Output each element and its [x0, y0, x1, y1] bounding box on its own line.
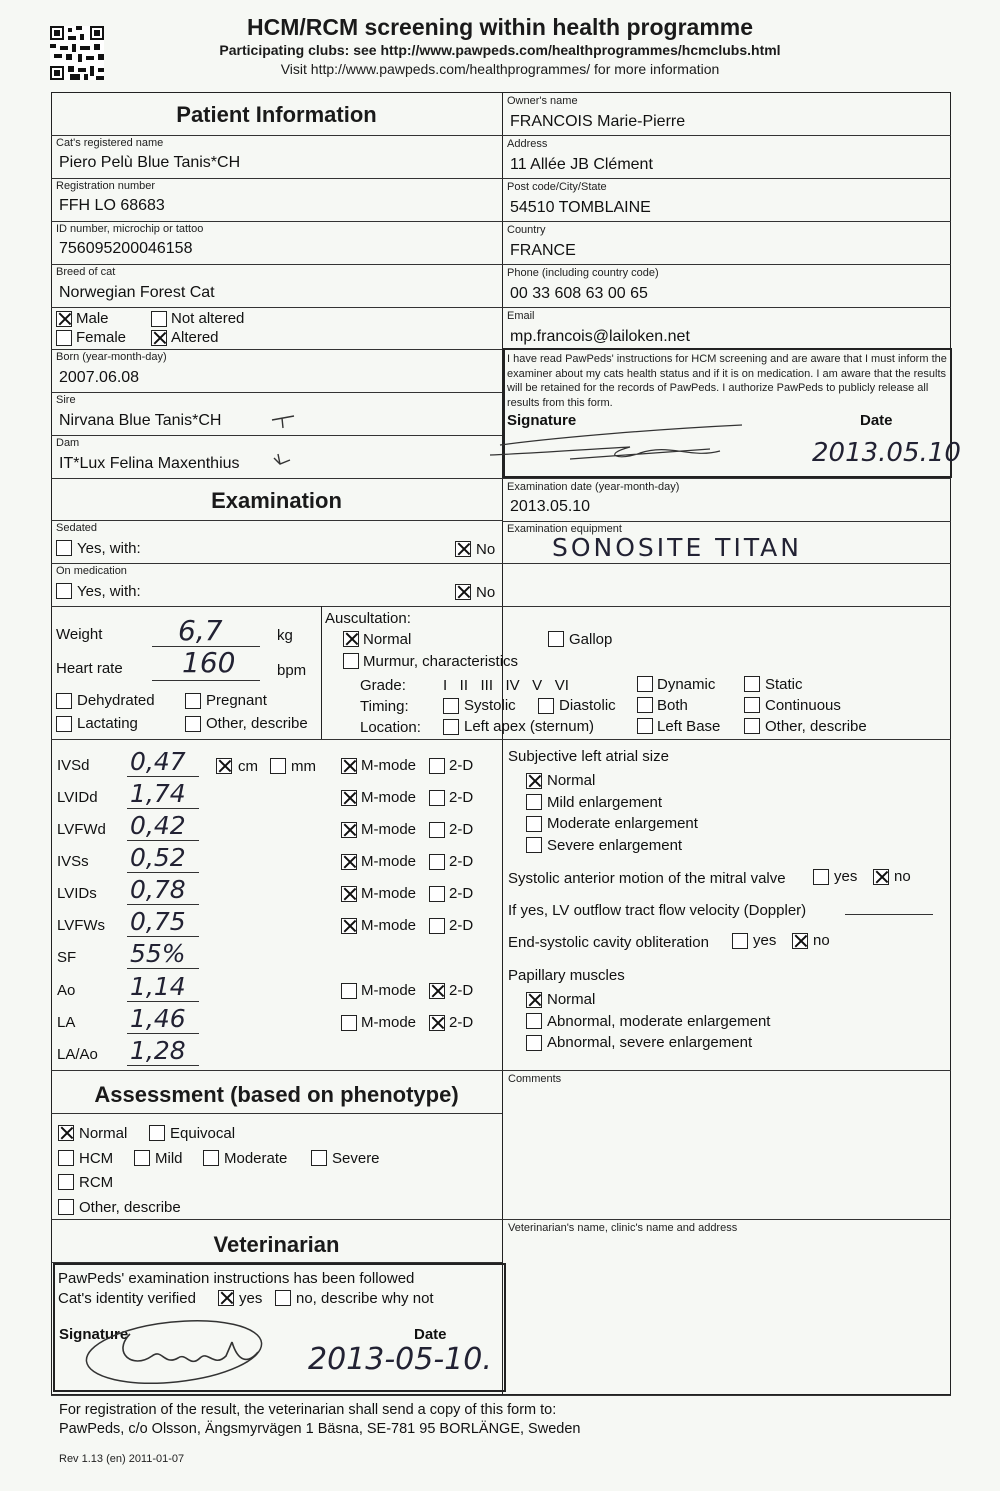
owner-date-value[interactable]: 2013.05.10 [812, 438, 961, 468]
measurement-label-ao: Ao [57, 982, 76, 999]
measurement-label-la: LA [57, 1014, 76, 1031]
sam-yes-checkbox[interactable] [813, 869, 829, 885]
vet-date-value[interactable]: 2013-05-10. [308, 1342, 492, 1377]
male-label: Male [76, 310, 109, 327]
exam-date-value[interactable]: 2013.05.10 [510, 498, 591, 515]
bpm-label: bpm [277, 662, 307, 679]
twod-checkbox[interactable] [429, 854, 445, 870]
measurement-value[interactable]: 1,14 [130, 972, 186, 1001]
twod-label: 2-D [449, 757, 474, 774]
severe-label: Severe [332, 1150, 380, 1167]
mmode-checkbox[interactable] [341, 1015, 357, 1031]
hcm-label: HCM [79, 1150, 114, 1167]
assessment-other-checkbox[interactable] [58, 1199, 74, 1215]
esco-no-checkbox[interactable] [792, 933, 808, 949]
dynamic-label: Dynamic [657, 676, 716, 693]
measurement-label-lvfwd: LVFWd [57, 821, 106, 838]
revision-label: Rev 1.13 (en) 2011-01-07 [59, 1453, 185, 1465]
dehydrated-label: Dehydrated [77, 692, 155, 709]
sedated-no-checkbox[interactable] [455, 541, 471, 557]
atrial-severe-label: Severe enlargement [547, 837, 683, 854]
mmode-label: M-mode [361, 982, 417, 999]
female-label: Female [76, 329, 127, 346]
measurement-label-lvfws: LVFWs [57, 917, 106, 934]
reg-number-value[interactable]: FFH LO 68683 [59, 197, 165, 214]
esco-yes-checkbox[interactable] [732, 933, 748, 949]
mmode-label: M-mode [361, 917, 417, 934]
twod-label: 2-D [449, 789, 474, 806]
measurement-value[interactable]: 0,75 [130, 907, 186, 936]
medication-yes-checkbox[interactable] [56, 583, 72, 599]
sam-no-checkbox[interactable] [873, 869, 889, 885]
atrial-mild-checkbox[interactable] [526, 794, 542, 810]
atrial-severe-checkbox[interactable] [526, 837, 542, 853]
post-label: Post code/City/State [507, 181, 607, 193]
country-label: Country [507, 224, 546, 236]
both-label: Both [657, 697, 688, 714]
instructions-line: PawPeds' examination instructions has been followed [58, 1270, 415, 1287]
systolic-checkbox[interactable] [443, 698, 459, 714]
lactating-checkbox[interactable] [56, 716, 72, 732]
severe-checkbox[interactable] [311, 1150, 327, 1166]
altered-label: Altered [171, 329, 219, 346]
papillary-moderate-checkbox[interactable] [526, 1013, 542, 1029]
twod-label: 2-D [449, 885, 474, 902]
rcm-label: RCM [79, 1174, 114, 1191]
measurement-value[interactable]: 0,78 [130, 875, 186, 904]
reg-name-value[interactable]: Piero Pelù Blue Tanis*CH [59, 154, 241, 171]
vet-signature-label: Signature [59, 1326, 129, 1343]
papillary-title: Papillary muscles [508, 967, 625, 984]
papillary-normal-checkbox[interactable] [526, 992, 542, 1008]
mmode-checkbox[interactable] [341, 918, 357, 934]
measurement-value[interactable]: 0,52 [130, 843, 186, 872]
static-label: Static [765, 676, 803, 693]
born-value[interactable]: 2007.06.08 [59, 369, 140, 386]
sam-no-label: no [894, 868, 911, 885]
heart-rate-value[interactable]: 160 [182, 646, 236, 679]
esco-yes-label: yes [753, 932, 777, 949]
pregnant-checkbox[interactable] [185, 693, 201, 709]
grade-label: Grade: [360, 677, 406, 694]
sam-yes-label: yes [834, 868, 858, 885]
vet-signature-icon [82, 1312, 292, 1392]
mmode-checkbox[interactable] [341, 854, 357, 870]
measurement-label-ivsd: IVSd [57, 757, 90, 774]
assessment-normal-checkbox[interactable] [58, 1125, 74, 1141]
moderate-label: Moderate [224, 1150, 288, 1167]
mmode-checkbox[interactable] [341, 822, 357, 838]
sedated-yes-checkbox[interactable] [56, 540, 72, 556]
auscultation-label: Auscultation: [325, 610, 411, 627]
tick-marks-icon [270, 414, 300, 470]
identity-no-checkbox[interactable] [275, 1290, 291, 1306]
sire-label: Sire [56, 394, 76, 406]
twod-checkbox[interactable] [429, 758, 445, 774]
esco-no-label: no [813, 932, 830, 949]
left-base-checkbox[interactable] [637, 718, 653, 734]
sam-label: Systolic anterior motion of the mitral valve [508, 870, 786, 887]
grades-list[interactable]: I II III IV V VI [443, 677, 569, 694]
equipment-label: Examination equipment [507, 523, 622, 535]
mmode-label: M-mode [361, 885, 417, 902]
location-other-label: Other, describe [765, 718, 867, 735]
sedated-yes-label: Yes, with: [77, 540, 141, 557]
measurement-value[interactable]: 1,28 [130, 1036, 186, 1065]
measurement-label-lvids: LVIDs [57, 885, 97, 902]
measurement-value[interactable]: 0,42 [130, 811, 186, 840]
static-checkbox[interactable] [744, 676, 760, 692]
both-checkbox[interactable] [637, 697, 653, 713]
other-describe-label: Other, describe [206, 715, 308, 732]
identity-yes-label: yes [239, 1290, 263, 1307]
auscultation-normal-label: Normal [363, 631, 412, 648]
twod-checkbox[interactable] [429, 790, 445, 806]
twod-label: 2-D [449, 1014, 474, 1031]
mmode-label: M-mode [361, 821, 417, 838]
atrial-moderate-label: Moderate enlargement [547, 815, 698, 832]
lvot-value-line[interactable] [845, 914, 933, 915]
consent-text: I have read PawPeds' instructions for HCM screening and are aware that I must inform the examiner about my cats health status and if it is on medication. I am aware that the results will be retained for the records of PawPeds. I authorize PawPeds to publicly release all results from this form. [507, 353, 947, 409]
atrial-moderate-checkbox[interactable] [526, 816, 542, 832]
twod-checkbox[interactable] [429, 886, 445, 902]
twod-label: 2-D [449, 982, 474, 999]
left-apex-label: Left apex (sternum) [464, 718, 595, 735]
veterinarian-title: Veterinarian [213, 1232, 340, 1257]
male-checkbox[interactable] [56, 311, 72, 327]
twod-label: 2-D [449, 853, 474, 870]
cm-checkbox[interactable] [216, 758, 232, 774]
id-label: ID number, microchip or tattoo [56, 223, 204, 235]
moderate-checkbox[interactable] [203, 1150, 219, 1166]
address-value[interactable]: 11 Allée JB Clément [510, 156, 653, 173]
medication-no-label: No [476, 584, 496, 601]
murmur-checkbox[interactable] [343, 653, 359, 669]
measurement-label-lvidd: LVIDd [57, 789, 98, 806]
twod-label: 2-D [449, 821, 474, 838]
owner-signature-label: Signature [507, 412, 577, 429]
clinic-label: Veterinarian's name, clinic's name and address [508, 1222, 738, 1234]
hcm-checkbox[interactable] [58, 1150, 74, 1166]
papillary-normal-label: Normal [547, 991, 596, 1008]
measurement-value[interactable]: 1,74 [130, 779, 186, 808]
assessment-title: Assessment (based on phenotype) [94, 1082, 459, 1107]
papillary-moderate-label: Abnormal, moderate enlargement [547, 1013, 771, 1030]
medication-yes-label: Yes, with: [77, 583, 141, 600]
mmode-label: M-mode [361, 853, 417, 870]
mmode-label: M-mode [361, 1014, 417, 1031]
patient-info-title: Patient Information [176, 102, 377, 127]
mmode-label: M-mode [361, 789, 417, 806]
footer-line-2: PawPeds, c/o Olsson, Ängsmyrvägen 1 Bäsna, SE-781 95 BORLÄNGE, Sweden [59, 1421, 581, 1437]
dehydrated-checkbox[interactable] [56, 693, 72, 709]
sedated-label: Sedated [56, 522, 97, 534]
owner-name-value[interactable]: FRANCOIS Marie-Pierre [510, 113, 686, 130]
equivocal-label: Equivocal [170, 1125, 236, 1142]
owner-name-label: Owner's name [507, 95, 578, 107]
gallop-label: Gallop [569, 631, 613, 648]
comments-label: Comments [508, 1073, 562, 1085]
left-base-label: Left Base [657, 718, 721, 735]
location-label: Location: [360, 719, 421, 736]
twod-checkbox[interactable] [429, 1015, 445, 1031]
twod-label: 2-D [449, 917, 474, 934]
not-altered-label: Not altered [171, 310, 245, 327]
center-divider [502, 92, 503, 1395]
not-altered-checkbox[interactable] [151, 311, 167, 327]
papillary-severe-label: Abnormal, severe enlargement [547, 1034, 753, 1051]
continuous-checkbox[interactable] [744, 697, 760, 713]
form-title: HCM/RCM screening within health programme [246, 14, 754, 40]
pregnant-label: Pregnant [206, 692, 267, 709]
measurement-label-ivss: IVSs [57, 853, 89, 870]
visit-link-line[interactable]: Visit http://www.pawpeds.com/healthprogrammes/ for more information [280, 61, 720, 77]
measurement-label-sf: SF [57, 949, 77, 966]
exam-date-label: Examination date (year-month-day) [507, 481, 680, 493]
mmode-label: M-mode [361, 757, 417, 774]
country-value[interactable]: FRANCE [510, 242, 576, 259]
footer-line-1: For registration of the result, the veterinarian shall send a copy of this form to: [59, 1402, 557, 1418]
dam-value[interactable]: IT*Lux Felina Maxenthius [59, 455, 240, 472]
id-value[interactable]: 756095200046158 [59, 240, 193, 257]
owner-date-label: Date [860, 412, 893, 429]
kg-label: kg [277, 627, 293, 644]
heart-rate-label: Heart rate [56, 660, 123, 677]
weight-label: Weight [56, 626, 103, 643]
assessment-normal-label: Normal [79, 1125, 128, 1142]
measurement-value[interactable]: 1,46 [130, 1004, 186, 1033]
post-value[interactable]: 54510 TOMBLAINE [510, 199, 651, 216]
measurement-value[interactable]: 0,47 [130, 747, 186, 776]
assessment-other-label: Other, describe [79, 1199, 181, 1216]
auscultation-normal-checkbox[interactable] [343, 631, 359, 647]
phone-value[interactable]: 00 33 608 63 00 65 [510, 285, 648, 302]
weight-value[interactable]: 6,7 [178, 614, 223, 647]
other-describe-checkbox[interactable] [185, 716, 201, 732]
clubs-link-line[interactable]: Participating clubs: see http://www.pawpeds.com/healthprogrammes/hcmclubs.html [219, 42, 781, 58]
atrial-size-title: Subjective left atrial size [508, 748, 669, 765]
atrial-normal-label: Normal [547, 772, 596, 789]
atrial-mild-label: Mild enlargement [547, 794, 663, 811]
continuous-label: Continuous [765, 697, 841, 714]
altered-checkbox[interactable] [151, 330, 167, 346]
medication-no-checkbox[interactable] [455, 584, 471, 600]
lactating-label: Lactating [77, 715, 138, 732]
measurement-label-la-ao: LA/Ao [57, 1046, 98, 1063]
dam-label: Dam [56, 437, 80, 449]
left-apex-checkbox[interactable] [443, 719, 459, 735]
papillary-severe-checkbox[interactable] [526, 1035, 542, 1051]
timing-label: Timing: [360, 698, 409, 715]
examination-title: Examination [211, 488, 342, 513]
gallop-checkbox[interactable] [548, 631, 564, 647]
twod-checkbox[interactable] [429, 822, 445, 838]
vet-date-label: Date [414, 1326, 447, 1343]
mm-checkbox[interactable] [270, 758, 286, 774]
email-value[interactable]: mp.francois@lailoken.net [510, 328, 690, 345]
systolic-label: Systolic [464, 697, 516, 714]
owner-signature-icon [480, 415, 750, 470]
sire-value[interactable]: Nirvana Blue Tanis*CH [59, 412, 222, 429]
mild-checkbox[interactable] [134, 1150, 150, 1166]
twod-checkbox[interactable] [429, 918, 445, 934]
equivocal-checkbox[interactable] [149, 1125, 165, 1141]
mmode-checkbox[interactable] [341, 983, 357, 999]
diastolic-checkbox[interactable] [538, 698, 554, 714]
cm-label: cm [238, 758, 258, 775]
equipment-value[interactable]: SONOSITE TITAN [552, 533, 802, 562]
medication-label: On medication [56, 565, 127, 577]
reg-name-label: Cat's registered name [56, 137, 164, 149]
atrial-normal-checkbox[interactable] [526, 773, 542, 789]
reg-number-label: Registration number [56, 180, 156, 192]
born-label: Born (year-month-day) [56, 351, 167, 363]
female-checkbox[interactable] [56, 330, 72, 346]
mm-label: mm [291, 758, 316, 775]
address-label: Address [507, 138, 548, 150]
sedated-no-label: No [476, 541, 496, 558]
phone-label: Phone (including country code) [507, 267, 659, 279]
mmode-checkbox[interactable] [341, 886, 357, 902]
dynamic-checkbox[interactable] [637, 676, 653, 692]
esco-label: End-systolic cavity obliteration [508, 934, 709, 951]
email-label: Email [507, 310, 535, 322]
mild-label: Mild [155, 1150, 183, 1167]
lvot-label: If yes, LV outflow tract flow velocity (Doppler) [508, 902, 807, 919]
murmur-label: Murmur, characteristics [363, 653, 519, 670]
measurement-value[interactable]: 55% [130, 939, 186, 968]
identity-label: Cat's identity verified [58, 1290, 196, 1307]
mmode-checkbox[interactable] [341, 758, 357, 774]
identity-yes-checkbox[interactable] [218, 1290, 234, 1306]
twod-checkbox[interactable] [429, 983, 445, 999]
diastolic-label: Diastolic [559, 697, 616, 714]
identity-no-label: no, describe why not [296, 1290, 434, 1307]
breed-label: Breed of cat [56, 266, 116, 278]
rcm-checkbox[interactable] [58, 1174, 74, 1190]
mmode-checkbox[interactable] [341, 790, 357, 806]
location-other-checkbox[interactable] [744, 718, 760, 734]
breed-value[interactable]: Norwegian Forest Cat [59, 284, 215, 301]
